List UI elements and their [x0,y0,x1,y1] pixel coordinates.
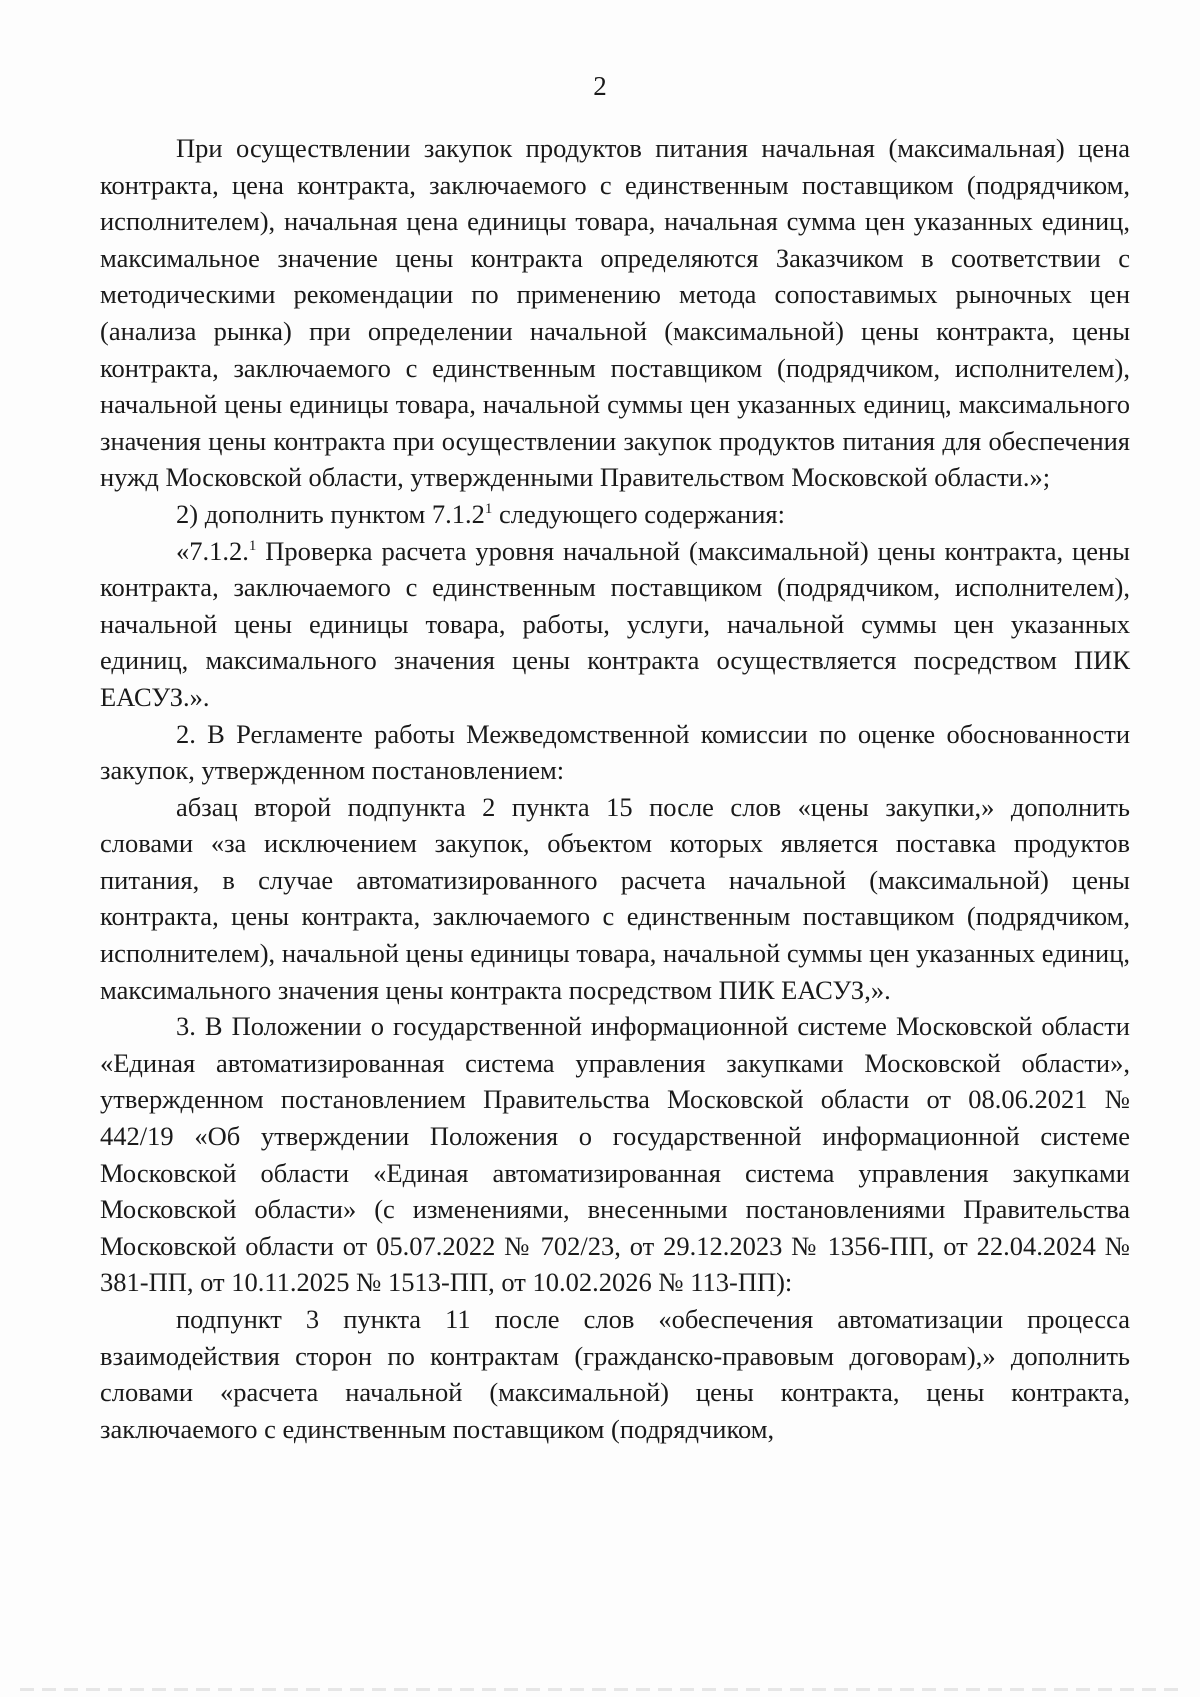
clause-number: «7.1.2. [176,535,249,566]
page-number: 2 [593,71,607,101]
paragraph-add-clause-tail: следующего содержания: [492,498,785,529]
scan-edge-artifact [20,1688,1180,1691]
paragraph-add-clause-text: 2) дополнить пунктом 7.1.2 [176,498,485,529]
paragraph-subclause-11: подпункт 3 пункта 11 после слов «обеспечения автоматизации процесса взаимодействия сторон по контрактам (гражданско-правовым договорам),» дополнить словами «расчета начальной (максимальной) цены контракта, цены контракта, заключаемого с единственным поставщиком (подрядчиком, [100,1304,1130,1444]
paragraph-regulation-commission: 2. В Регламенте работы Межведомственной комиссии по оценке обоснованности закупок, утвержденном постановлением: [100,718,1130,786]
paragraph-information-system: 3. В Положении о государственной информационной системе Московской области «Единая автоматизированная система управления закупками Московской области», утвержденном постановлением Правительства Московской области от 08.06.2021 № 442/19 «Об утверждении Положения о государственной информационной системе Московской области «Единая автоматизированная система управления закупками Московской области» (с изменениями, внесенными постановлениями Правительства Московской области от 05.07.2022 № 702/23, от 29.12.2023 № 1356-ПП, от 22.04.2024 № 381-ПП, от 10.11.2025 № 1513-ПП, от 10.02.2026 № 113-ПП): [100,1011,1130,1298]
paragraph-clause-7-1-2-1 [100,533,1130,716]
clause-text: Проверка расчета уровня начальной (максимальной) цены контракта, цены контракта, заключаемого с единственным поставщиком (подрядчиком, исполнителем), начальной цены единицы товара, работы, услуги, начальной суммы цен указанных единиц, максимального значения цены контракта осуществляется посредством ПИК ЕАСУЗ.». [100,535,1130,712]
document-body [100,130,1130,1447]
paragraph-add-clause [100,496,1130,533]
paragraph-subclause-15: абзац второй подпункта 2 пункта 15 после слов «цены закупки,» дополнить словами «за исключением закупок, объектом которых является поставка продуктов питания, в случае автоматизированного расчета начальной (максимальной) цены контракта, цены контракта, заключаемого с единственным поставщиком (подрядчиком, исполнителем), начальной цены единицы товара, начальной суммы цен указанных единиц, максимального значения цены контракта посредством ПИК ЕАСУЗ,». [100,791,1130,1005]
superscript-mark: 1 [484,501,493,518]
paragraph-procurement-pricing: При осуществлении закупок продуктов питания начальная (максимальная) цена контракта, цена контракта, заключаемого с единственным поставщиком (подрядчиком, исполнителем), начальная цена единицы товара, начальная сумма цен указанных единиц, максимальное значение цены контракта определяются Заказчиком в соответствии с методическими рекомендации по применению метода сопоставимых рыночных цен (анализа рынка) при определении начальной (максимальной) цены контракта, цены контракта, заключаемого с единственным поставщиком (подрядчиком, исполнителем), начальной цены единицы товара, начальной суммы цен указанных единиц, максимального значения цены контракта при осуществлении закупок продуктов питания для обеспечения нужд Московской области, утвержденными Правительством Московской области.»; [100,133,1130,493]
superscript-mark: 1 [248,537,257,554]
